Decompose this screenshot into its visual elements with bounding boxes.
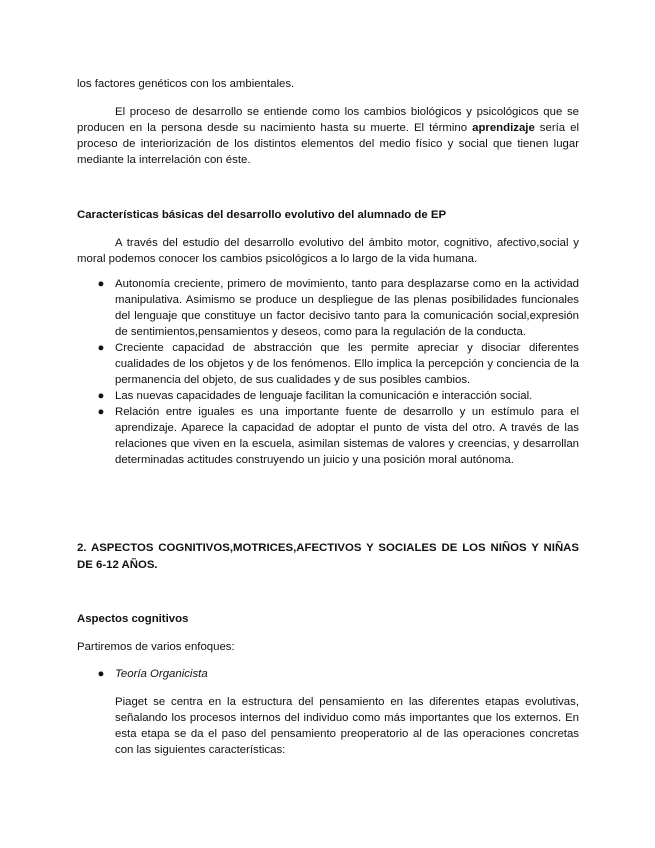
list-item-text: Creciente capacidad de abstracción que les permite apreciar y disociar diferentes cualidades de los objetos y de los fenómenos. Ello implica la percepción y conciencia de la permanencia del objeto, de sus cualidades y de sus posibles cambios. (115, 342, 579, 386)
paragraph-text-part2: sería el proceso de interiorización de los distintos elementos del medio físico y social que tienen lugar mediante la interrelación con éste. (77, 122, 579, 166)
list-item-text: Autonomía creciente, primero de movimiento, tanto para desplazarse como en la actividad manipulativa. Asimismo se produce un despliegue de las plenas posibilidades funcionales del lenguaje que constituye un factor decisivo tanto para la comunicación social,expresión de sentimientos,pensamientos y deseos, como para la regulación de la conducta. (115, 278, 579, 338)
bullet-icon: ● (97, 342, 105, 354)
paragraph-text-part1: El proceso de desarrollo se entiende como los cambios biológicos y psicológicos que se producen en la persona desde su nacimiento hasta su muerte. El término (77, 106, 579, 134)
list-item-text: Las nuevas capacidades de lenguaje facilitan la comunicación e interacción social. (115, 390, 533, 402)
section-heading-aspectos: 2. ASPECTOS COGNITIVOS,MOTRICES,AFECTIVOS Y SOCIALES DE LOS NIÑOS Y NIÑAS DE 6-12 AÑOS. (77, 542, 579, 571)
list-item (77, 388, 579, 404)
paragraph-caracteristicas-intro: A través del estudio del desarrollo evolutivo del ámbito motor, cognitivo, afectivo,social y moral podemos conocer los cambios psicológicos a lo largo de la vida humana. (77, 237, 579, 265)
list-item-text-teoria-organicista: Teoría Organicista (115, 668, 208, 680)
section-heading-caracteristicas: Características básicas del desarrollo evolutivo del alumnado de EP (77, 209, 447, 221)
bullet-icon: ● (97, 668, 105, 680)
list-item (77, 666, 579, 682)
bullet-icon: ● (97, 390, 105, 402)
section-heading-aspectos-cognitivos: Aspectos cognitivos (77, 613, 189, 625)
bullet-icon: ● (97, 406, 105, 418)
paragraph-enfoques-intro: Partiremos de varios enfoques: (77, 641, 235, 653)
list-item (77, 404, 579, 468)
bullet-icon: ● (97, 278, 105, 290)
enfoques-bullet-list (77, 666, 579, 682)
list-item-text: Relación entre iguales es una importante fuente de desarrollo y un estímulo para el aprendizaje. Aparece la capacidad de adoptar el punto de vista del otro. A través de las relaciones que viven en la escuela, asimilan sistemas de valores y creencias, y desarrollan determinadas actitudes construyendo un juicio y una posición moral autónoma. (115, 406, 579, 466)
paragraph-continuation: los factores genéticos con los ambientales. (77, 78, 295, 90)
characteristics-bullet-list (77, 276, 579, 468)
paragraph-piaget: Piaget se centra en la estructura del pensamiento en las diferentes etapas evolutivas, señalando los procesos internos del individuo como más importantes que los externos. En esta etapa se da el paso del pensamiento preoperatorio al de las operaciones concretas con las siguientes características: (115, 696, 579, 756)
list-item (77, 276, 579, 340)
paragraph-development-definition (77, 104, 579, 168)
term-aprendizaje: aprendizaje (472, 122, 535, 134)
list-item (77, 340, 579, 388)
